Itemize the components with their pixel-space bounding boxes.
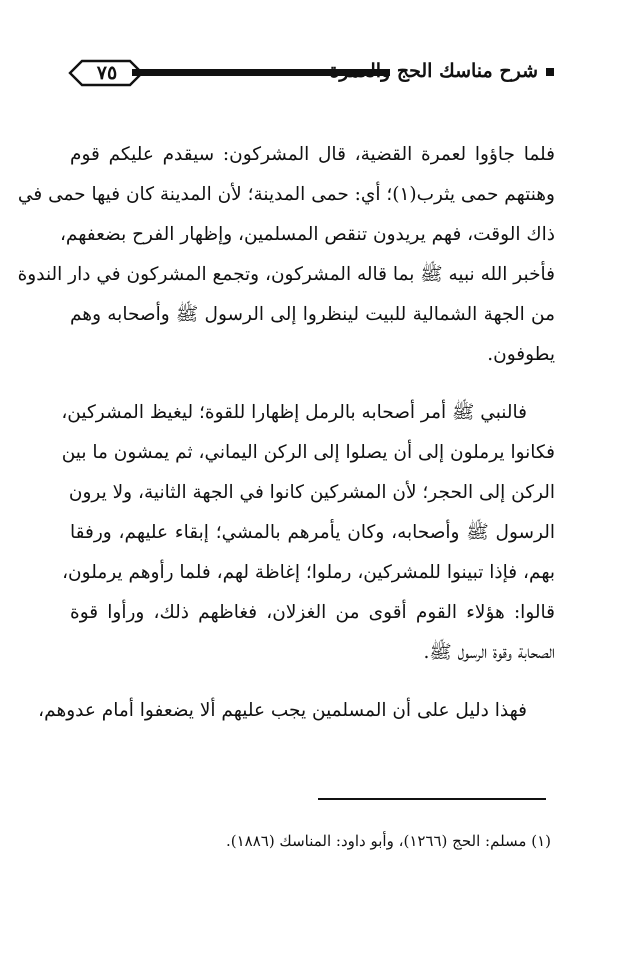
footnote-separator — [318, 798, 546, 800]
book-title: شرح مناسك الحج والعمرة — [329, 60, 538, 82]
text-line: وهنتهم حمى يثرب(١)؛ أي: حمى المدينة؛ لأن المدينة كان فيها حمى في — [17, 184, 555, 205]
text-line: يطوفون. — [487, 344, 555, 365]
text-line: من الجهة الشمالية للبيت لينظروا إلى الرسول ﷺ وأصحابه وهم — [70, 304, 555, 325]
text-line: فهذا دليل على أن المسلمين يجب عليهم ألا يضعفوا أمام عدوهم، — [38, 700, 527, 721]
text-line: فأخبر الله نبيه ﷺ بما قاله المشركون، وتجمع المشركون في دار الندوة — [17, 264, 555, 285]
text-line: الصحابة وقوة الرسول ﷺ. — [423, 642, 555, 663]
page-number: ٧٥ — [96, 62, 118, 84]
text-line: الرسول ﷺ وأصحابه، وكان يأمرهم بالمشي؛ إبقاء عليهم، ورفقا — [70, 522, 555, 543]
text-line: فكانوا يرملون إلى أن يصلوا إلى الركن اليماني، ثم يمشون ما بين — [61, 442, 555, 463]
footnote: (١) مسلم: الحج (١٢٦٦)، وأبو داود: المناسك (١٨٨٦). — [225, 832, 551, 850]
running-header — [68, 56, 554, 90]
text-line: بهم، فإذا تبينوا للمشركين، رملوا؛ إغاظة لهم، فلما رأوهم يرملون، — [62, 562, 555, 583]
paragraph-1 — [17, 135, 555, 375]
text-line: ذاك الوقت، فهم يريدون تنقص المسلمين، وإظهار الفرح بضعفهم، — [59, 224, 555, 245]
text-line: قالوا: هؤلاء القوم أقوى من الغزلان، فغاظهم ذلك، ورأوا قوة — [70, 602, 555, 623]
paragraph-gap — [70, 375, 555, 393]
paragraph-gap — [70, 673, 555, 691]
text-line: فالنبي ﷺ أمر أصحابه بالرمل إظهارا للقوة؛ ليغيظ المشركين، — [61, 402, 527, 423]
text-line: الركن إلى الحجر؛ لأن المشركين كانوا في الجهة الثانية، ولا يرون — [68, 482, 555, 503]
text-line: فلما جاؤوا لعمرة القضية، قال المشركون: سيقدم عليكم قوم — [70, 144, 555, 165]
paragraph-3 — [38, 691, 555, 731]
paragraph-2 — [61, 393, 555, 673]
body-text — [17, 135, 555, 731]
header-bullet — [546, 68, 554, 76]
